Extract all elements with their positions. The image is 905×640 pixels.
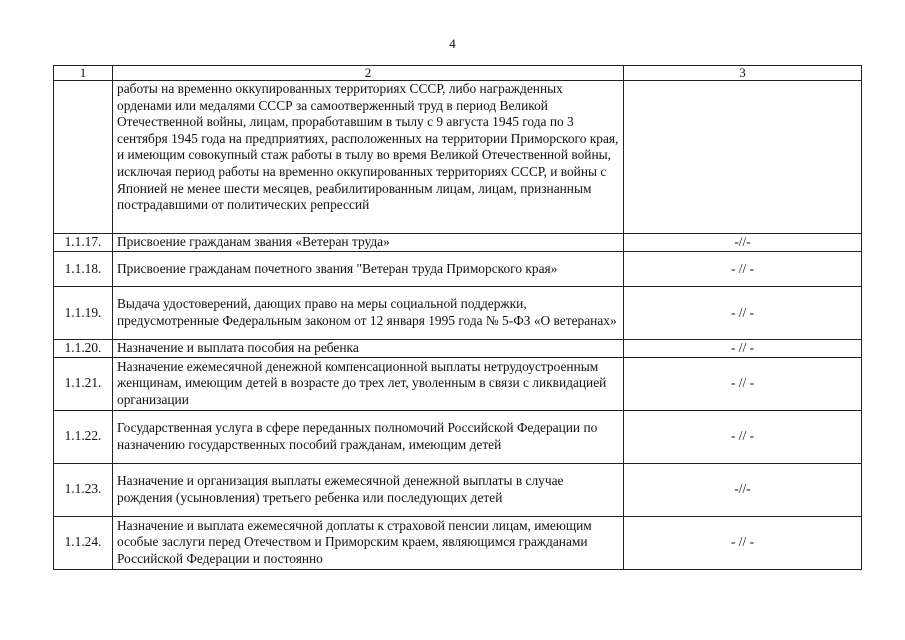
row-description: Присвоение гражданам звания «Ветеран труда»	[113, 234, 624, 252]
table-row	[54, 234, 862, 252]
row-mark-cell	[624, 81, 862, 234]
row-mark: - // -	[624, 252, 862, 287]
table-row	[54, 340, 862, 358]
table-row-continuation	[54, 81, 862, 234]
row-description: Выдача удостоверений, дающих право на меры социальной поддержки, предусмотренные Федеральным законом от 12 января 1995 года № 5-ФЗ «О ветеранах»	[113, 287, 624, 340]
table-row	[54, 516, 862, 569]
row-number: 1.1.24.	[54, 516, 113, 569]
table-row	[54, 287, 862, 340]
column-header-1: 1	[54, 66, 113, 81]
page-number: 4	[449, 36, 456, 51]
table-row	[54, 410, 862, 463]
row-description: работы на временно оккупированных территориях СССР, либо награжденных орденами или медалями СССР за самоотверженный труд в период Великой Отечественной войны, лицам, проработавшим в тылу с 9 августа 1945 года по 3 сентября 1945 года на предприятиях, расположенных на территории Приморского края, и имеющим совокупный стаж работы в тылу во время Великой Отечественной войны, исключая период работы на временно оккупированных территориях СССР, и войны с Японией не менее шести месяцев, реабилитированным лицам, лицам, признанным пострадавшими от политических репрессий	[113, 81, 624, 234]
column-header-3: 3	[624, 66, 862, 81]
row-number: 1.1.20.	[54, 340, 113, 358]
row-mark: - // -	[624, 410, 862, 463]
row-mark: -//-	[624, 463, 862, 516]
row-description: Назначение ежемесячной денежной компенсационной выплаты нетрудоустроенным женщинам, имеющим детей в возрасте до трех лет, уволенным в связи с ликвидацией организации	[113, 357, 624, 410]
row-number: 1.1.18.	[54, 252, 113, 287]
services-table	[53, 65, 862, 570]
row-description: Государственная услуга в сфере переданных полномочий Российской Федерации по назначению государственных пособий гражданам, имеющим детей	[113, 410, 624, 463]
row-number-cell	[54, 81, 113, 234]
row-description: Присвоение гражданам почетного звания "Ветеран труда Приморского края»	[113, 252, 624, 287]
row-mark: - // -	[624, 287, 862, 340]
row-number: 1.1.17.	[54, 234, 113, 252]
table-row	[54, 463, 862, 516]
table-row	[54, 252, 862, 287]
column-header-2: 2	[113, 66, 624, 81]
row-number: 1.1.21.	[54, 357, 113, 410]
row-mark: - // -	[624, 516, 862, 569]
row-number: 1.1.22.	[54, 410, 113, 463]
row-mark: -//-	[624, 234, 862, 252]
row-mark: - // -	[624, 357, 862, 410]
row-number: 1.1.19.	[54, 287, 113, 340]
row-number: 1.1.23.	[54, 463, 113, 516]
table-row	[54, 357, 862, 410]
row-description: Назначение и организация выплаты ежемесячной денежной выплаты в случае рождения (усыновления) третьего ребенка или последующих детей	[113, 463, 624, 516]
row-mark: - // -	[624, 340, 862, 358]
row-description: Назначение и выплата пособия на ребенка	[113, 340, 624, 358]
row-description: Назначение и выплата ежемесячной доплаты к страховой пенсии лицам, имеющим особые заслуги перед Отечеством и Приморским краем, являющимся гражданами Российской Федерации и постоянно	[113, 516, 624, 569]
table-header-row	[54, 66, 862, 81]
